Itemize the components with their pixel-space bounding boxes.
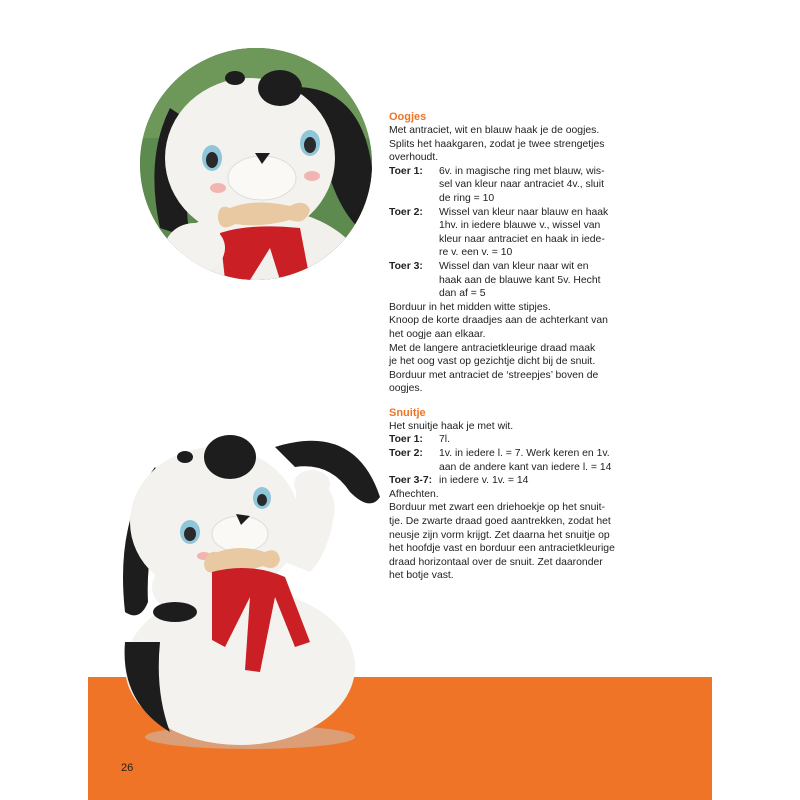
- text-line: Borduur met antraciet de ‘streepjes’ boven de: [389, 369, 599, 381]
- text-line: het botje vast.: [389, 570, 454, 582]
- text-line: 7l.: [439, 434, 450, 446]
- oogjes-outro: [389, 301, 659, 396]
- closeup-photo: [140, 48, 372, 280]
- toer-row: [389, 165, 659, 206]
- toer-label: Toer 3-7:: [389, 475, 433, 487]
- text-line: 1hv. in iedere blauwe v., wissel van: [439, 220, 601, 232]
- toer-text: [439, 206, 659, 260]
- text-line: kleur naar antraciet en haak in iede-: [439, 233, 605, 245]
- toer-row: [389, 433, 659, 447]
- text-line: Wissel dan van kleur naar wit en: [439, 260, 589, 272]
- text-line: 1v. in iedere l. = 7. Werk keren en 1v.: [439, 448, 610, 460]
- text-line: tje. De zwarte draad goed aantrekken, zodat het: [389, 516, 611, 528]
- text-line: Met antraciet, wit en blauw haak je de oogjes.: [389, 125, 600, 136]
- snuitje-outro: [389, 488, 659, 583]
- text-line: Splits het haakgaren, zodat je twee strengetjes: [389, 138, 605, 150]
- text-line: oogjes.: [389, 383, 423, 395]
- text-line: het oogje aan elkaar.: [389, 328, 486, 340]
- toer-text: [439, 474, 659, 488]
- text-line: Met de langere antracietkleurige draad maak: [389, 342, 596, 354]
- toer-label: Toer 3:: [389, 260, 423, 272]
- text-line: Knoop de korte draadjes aan de achterkant van: [389, 315, 608, 327]
- text-line: de ring = 10: [439, 192, 495, 204]
- toer-label: Toer 1:: [389, 165, 423, 177]
- toer-text: [439, 165, 659, 206]
- text-line: draad horizontaal over de snuit. Zet daaronder: [389, 556, 603, 568]
- page-number: 26: [121, 762, 134, 774]
- text-line: haak aan de blauwe kant 5v. Hecht: [439, 274, 601, 286]
- toer-label: Toer 2:: [389, 206, 423, 218]
- toer-text: [439, 260, 659, 301]
- text-line: het hoofdje vast en borduur een antracietkleurige: [389, 543, 615, 555]
- text-line: 6v. in magische ring met blauw, wis-: [439, 165, 605, 177]
- toer-row: [389, 474, 659, 488]
- dog-figure-illustration: [100, 412, 390, 752]
- text-line: Afhechten.: [389, 488, 439, 500]
- closeup-dog-illustration: [140, 48, 372, 280]
- oogjes-intro: [389, 124, 659, 165]
- toer-row: [389, 260, 659, 301]
- section-snuitje: [389, 406, 659, 583]
- text-line: je het oog vast op gezichtje dicht bij de snuit.: [389, 356, 596, 368]
- text-line: overhoudt.: [389, 152, 439, 164]
- text-line: dan af = 5: [439, 288, 486, 300]
- toer-row: [389, 206, 659, 260]
- section-title-oogjes: Oogjes: [389, 111, 427, 123]
- text-line: aan de andere kant van iedere l. = 14: [439, 461, 612, 473]
- text-line: Wissel van kleur naar blauw en haak: [439, 206, 609, 218]
- text-line: Borduur met zwart een driehoekje op het snuit-: [389, 502, 606, 514]
- text-line: Borduur in het midden witte stipjes.: [389, 301, 551, 313]
- section-oogjes: [389, 110, 659, 396]
- toer-label: Toer 2:: [389, 448, 423, 460]
- text-line: neusje zijn vorm krijgt. Zet daarna het snuitje op: [389, 529, 610, 541]
- instructions-column: [389, 110, 659, 583]
- text-line: re v. een v. = 10: [439, 247, 513, 259]
- main-photo: [100, 412, 390, 752]
- text-line: in iedere v. 1v. = 14: [439, 475, 529, 487]
- toer-text: [439, 447, 659, 474]
- text-line: Het snuitje haak je met wit.: [389, 420, 514, 432]
- toer-row: [389, 447, 659, 474]
- toer-label: Toer 1:: [389, 434, 423, 446]
- snuitje-intro: [389, 420, 659, 434]
- text-line: sel van kleur naar antraciet 4v., sluit: [439, 179, 604, 191]
- toer-text: [439, 433, 659, 447]
- section-gap: [389, 396, 659, 406]
- section-title-snuitje: Snuitje: [389, 406, 426, 419]
